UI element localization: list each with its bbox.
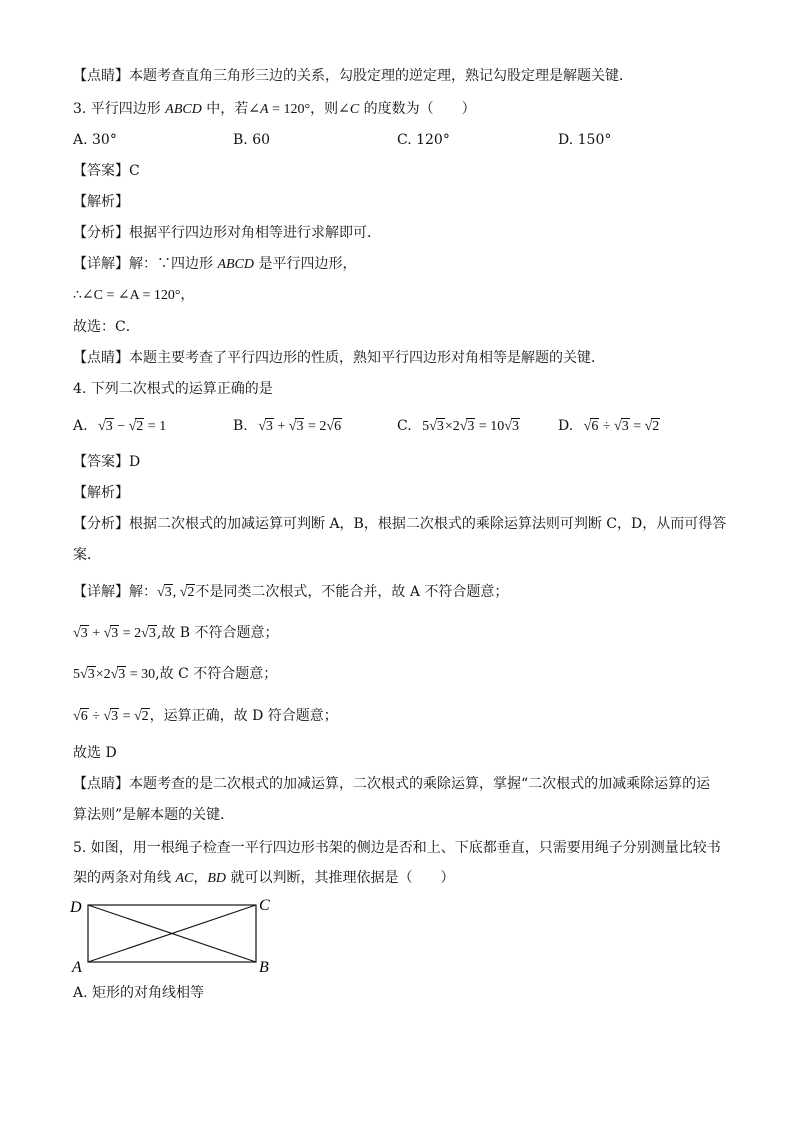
q4-line-d-formula: √6 ÷ √3 = √2 — [73, 709, 149, 724]
q5-stem-2 — [73, 868, 454, 889]
q5-option-a: A. 矩形的对角线相等 — [73, 985, 205, 1001]
q3-option-d: D. 150° — [558, 132, 612, 148]
q4-option-a — [73, 416, 166, 437]
q4-option-b — [233, 416, 342, 437]
q4-option-c-label: C. — [397, 418, 412, 434]
q5-bd: BD — [207, 871, 227, 886]
q4-dianjing-2: 算法则”是解本题的关键． — [73, 807, 235, 823]
q3-answer: 【答案】C — [73, 163, 140, 179]
q4-line-b-text: ,故 B 不符合题意； — [156, 625, 279, 641]
q4-option-c — [397, 416, 520, 437]
q3-therefore: ∴∠C = ∠A = 120°， — [73, 288, 195, 303]
q3-stem-text-c: ，则∠ — [310, 101, 350, 117]
q5-comma: ， — [193, 870, 208, 886]
q3-stem-text-d: 的度数为（ ） — [359, 101, 476, 117]
q4-fenxi-2: 案． — [73, 547, 101, 563]
q4-jiexi: 【解析】 — [73, 485, 129, 501]
vertex-label-b: B — [259, 959, 269, 975]
q4-option-d-formula: √6 ÷ √3 = √2 — [583, 419, 660, 434]
q3-xiangjie-text-a: 【详解】解：∵四边形 — [73, 256, 218, 272]
vertex-label-c: C — [259, 897, 270, 914]
q5-ac: AC — [175, 871, 194, 886]
q4-line-b-formula: √3 + √3 = 2√3 — [73, 626, 156, 641]
dianjing-q2: 【点睛】本题考查直角三角形三边的关系，勾股定理的逆定理，熟记勾股定理是解题关键． — [73, 68, 633, 84]
q5-stem-1: 5. 如图，用一根绳子检查一平行四边形书架的侧边是否和上、下底都垂直，只需要用绳子分别测量比较书 — [73, 840, 721, 856]
q3-fenxi: 【分析】根据平行四边形对角相等进行求解即可． — [73, 225, 381, 241]
q4-xiangjie-roots: √3, √2 — [157, 585, 195, 600]
q3-stem-text-a: 3. 平行四边形 — [73, 101, 166, 117]
q4-option-c-formula: 5√3×2√3 = 10√3 — [422, 419, 519, 434]
q4-dianjing-1: 【点睛】本题考查的是二次根式的加减运算，二次根式的乘除运算，掌握“二次根式的加减乘除运算的运 — [73, 776, 711, 792]
q3-stem — [73, 99, 476, 120]
q4-line-c-text: ,故 C 不符合题意； — [155, 666, 278, 682]
q4-xiangjie-text-b: 不是同类二次根式，不能合并，故 A 不符合题意； — [195, 584, 509, 600]
q4-answer: 【答案】D — [73, 454, 141, 470]
q3-xiangjie — [73, 254, 356, 275]
q4-line-c — [73, 664, 277, 685]
q4-option-a-label: A. — [73, 418, 88, 434]
q3-eq: = 120° — [268, 102, 311, 117]
q4-choose: 故选 D — [73, 745, 117, 761]
q4-option-a-formula: √3 − √2 = 1 — [98, 419, 167, 434]
q3-choose: 故选：C． — [73, 319, 140, 335]
q4-line-d-text: ，运算正确，故 D 符合题意； — [149, 708, 338, 724]
q3-option-c: C. 120° — [397, 132, 450, 148]
vertex-label-a: A — [72, 959, 82, 975]
q4-option-d — [558, 416, 660, 437]
q4-option-d-label: D. — [558, 418, 574, 434]
q3-xiangjie-text-b: 是平行四边形， — [254, 256, 357, 272]
q4-stem: 4. 下列二次根式的运算正确的是 — [73, 381, 273, 397]
q5-stem-text-a: 架的两条对角线 — [73, 870, 176, 886]
q3-angle-a: A — [260, 102, 269, 117]
q3-option-b: B. 60 — [233, 132, 271, 148]
q4-line-c-formula: 5√3×2√3 = 30 — [73, 667, 156, 682]
q3-abcd: ABCD — [165, 102, 202, 117]
q4-xiangjie-text-a: 【详解】解： — [73, 584, 157, 600]
q4-xiangjie — [73, 582, 508, 603]
q3-xiangjie-abcd: ABCD — [217, 257, 255, 272]
q4-fenxi-1: 【分析】根据二次根式的加减运算可判断 A，B，根据二次根式的乘除运算法则可判断 C，D，从而可得答 — [73, 516, 727, 532]
q4-option-b-formula: √3 + √3 = 2√6 — [258, 419, 342, 434]
q3-jiexi: 【解析】 — [73, 194, 129, 210]
q3-dianjing: 【点睛】本题主要考查了平行四边形的性质，熟知平行四边形对角相等是解题的关键． — [73, 350, 605, 366]
q3-option-a: A. 30° — [73, 132, 117, 148]
rectangle-diagram — [66, 893, 281, 975]
q4-option-b-label: B. — [233, 418, 248, 434]
q4-line-d — [73, 706, 338, 727]
q3-angle-c: C — [349, 102, 360, 117]
vertex-label-d: D — [70, 899, 82, 916]
q5-stem-text-b: 就可以判断，其推理依据是（ ） — [226, 870, 455, 886]
q3-stem-text-b: 中，若∠ — [201, 101, 261, 117]
q4-line-b — [73, 623, 279, 644]
